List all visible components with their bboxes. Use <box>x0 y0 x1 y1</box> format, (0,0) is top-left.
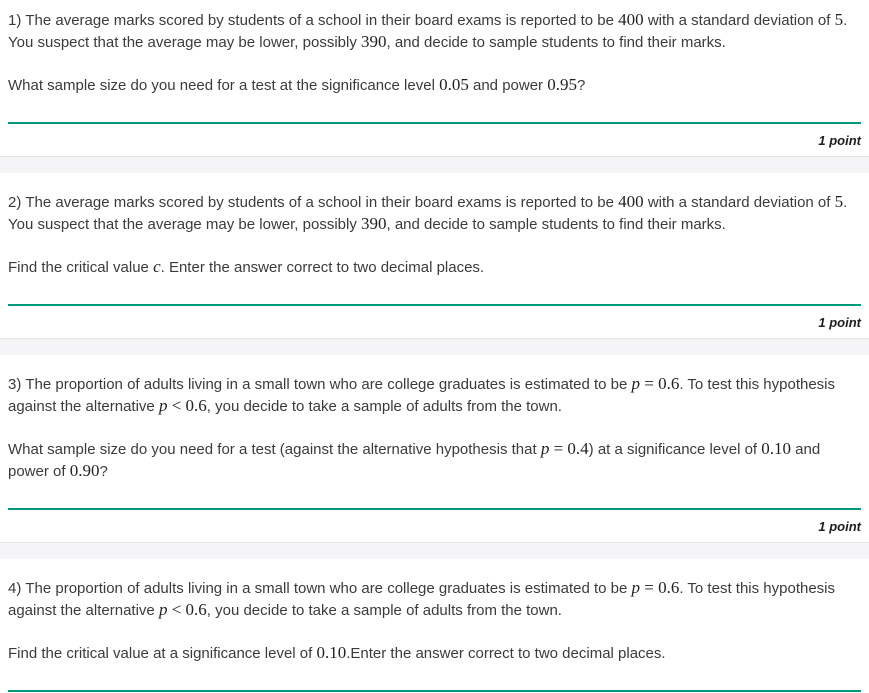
text-run: , you decide to take a sample of adults from the town. <box>206 602 562 619</box>
text-run: ? <box>99 463 108 480</box>
question-paragraph <box>8 642 861 664</box>
math-run: 5 <box>834 10 844 29</box>
text-run: , and decide to sample students to find their marks. <box>386 34 726 51</box>
math-run: c <box>153 257 161 276</box>
question-text <box>8 9 861 96</box>
math-run: 390 <box>361 214 387 233</box>
question-number: 4) <box>8 580 22 597</box>
question-paragraph <box>8 9 861 53</box>
points-label: 1 point <box>818 519 861 534</box>
math-run: = 0.6 <box>640 578 680 597</box>
text-run: ) at a significance level of <box>588 441 762 458</box>
question-number: 1) <box>8 12 22 29</box>
text-run: Find the critical value <box>8 259 154 276</box>
section-divider <box>0 156 869 173</box>
text-run: with a standard deviation of <box>643 194 835 211</box>
text-run: The proportion of adults living in a small town who are college graduates is estimated to be <box>25 376 632 393</box>
question-block <box>0 173 869 332</box>
answer-input[interactable] <box>8 482 861 510</box>
question-number: 2) <box>8 194 22 211</box>
question-paragraph <box>8 74 861 96</box>
math-run: 400 <box>618 10 644 29</box>
math-run: 390 <box>361 32 387 51</box>
math-run: 0.05 <box>439 75 469 94</box>
section-divider <box>0 338 869 355</box>
text-run: What sample size do you need for a test (against the alternative hypothesis that <box>8 441 541 458</box>
question-block <box>0 0 869 150</box>
text-run: What sample size do you need for a test at the significance level <box>8 77 440 94</box>
text-run: , and decide to sample students to find their marks. <box>386 216 726 233</box>
math-run: p <box>631 374 641 393</box>
question-paragraph <box>8 438 861 482</box>
question-paragraph <box>8 191 861 235</box>
text-run: . You suspect that the average may be lower, possibly <box>8 194 848 233</box>
text-run: .Enter the answer correct to two decimal places. <box>346 645 666 662</box>
answer-input[interactable] <box>8 96 861 124</box>
question-block <box>0 355 869 536</box>
text-run: , you decide to take a sample of adults from the town. <box>206 398 562 415</box>
question-number: 3) <box>8 376 22 393</box>
question-paragraph <box>8 577 861 621</box>
math-run: p <box>540 439 550 458</box>
question-text <box>8 191 861 278</box>
math-run: = 0.4 <box>549 439 589 458</box>
text-run: with a standard deviation of <box>643 12 835 29</box>
math-run: p <box>158 600 168 619</box>
math-run: p <box>631 578 641 597</box>
points-row <box>8 518 861 536</box>
points-label: 1 point <box>818 133 861 148</box>
math-run: 0.95 <box>547 75 577 94</box>
points-label: 1 point <box>818 315 861 330</box>
answer-input[interactable] <box>8 278 861 306</box>
math-run: < 0.6 <box>167 396 207 415</box>
math-run: 0.90 <box>69 461 100 480</box>
answer-input[interactable] <box>8 664 861 692</box>
question-paragraph <box>8 373 861 417</box>
math-run: = 0.6 <box>640 374 680 393</box>
question-paragraph <box>8 256 861 278</box>
points-row <box>8 314 861 332</box>
math-run: 5 <box>834 192 844 211</box>
text-run: The average marks scored by students of a school in their board exams is reported to be <box>25 12 619 29</box>
text-run: The average marks scored by students of a school in their board exams is reported to be <box>25 194 619 211</box>
text-run: and power of <box>8 441 821 480</box>
math-run: < 0.6 <box>167 600 207 619</box>
text-run: and power <box>468 77 548 94</box>
text-run: ? <box>576 77 586 94</box>
text-run: The proportion of adults living in a small town who are college graduates is estimated to be <box>25 580 632 597</box>
math-run: 0.10 <box>316 643 347 662</box>
math-run: p <box>158 396 168 415</box>
section-divider <box>0 542 869 559</box>
question-block <box>0 559 869 692</box>
text-run: . Enter the answer correct to two decimal places. <box>160 259 485 276</box>
text-run: . To test this hypothesis against the alternative <box>8 580 835 619</box>
question-text <box>8 577 861 664</box>
question-text <box>8 373 861 482</box>
text-run: Find the critical value at a significance level of <box>8 645 317 662</box>
points-row <box>8 132 861 150</box>
text-run: . To test this hypothesis against the alternative <box>8 376 835 415</box>
text-run: . You suspect that the average may be lower, possibly <box>8 12 848 51</box>
math-run: 400 <box>618 192 644 211</box>
math-run: 0.10 <box>761 439 791 458</box>
